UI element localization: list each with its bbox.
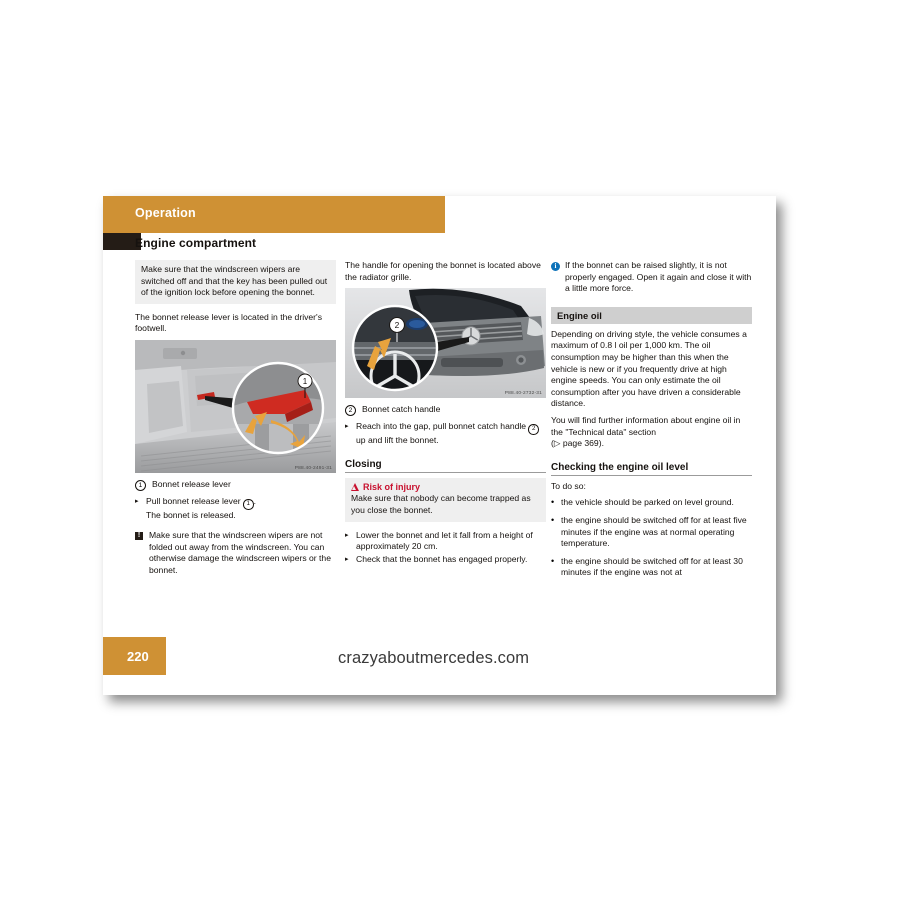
step-pull-lever-text <box>146 496 256 521</box>
bullet-dot-icon: • <box>551 497 555 508</box>
step-reach-pre: Reach into the gap, pull bonnet catch handle <box>356 421 529 432</box>
list-item <box>551 556 752 579</box>
para-oil-consumption: Depending on driving style, the vehicle consumes a maximum of 0.8 l oil per 1,000 km. The oil consumption may be higher than this when the vehicle is new or if you frequently drive at high engine speeds. You can only estimate the oil consumption after you have driven a considerable distance. <box>551 328 747 409</box>
bullet-text-level-ground: the vehicle should be parked on level ground. <box>561 497 734 508</box>
caption-number-1: 1 <box>135 480 146 491</box>
page-title: Engine compartment <box>135 236 257 250</box>
step-pull-lever <box>135 496 336 521</box>
svg-text:1: 1 <box>302 376 308 386</box>
caution-exclamation-icon: ! <box>135 532 143 540</box>
caution-wipers-text: Make sure that the windscreen wipers are not folded out away from the windscreen. You can otherwise damage the windscreen wipers or the bonnet. <box>149 530 331 575</box>
caption-number-2: 2 <box>345 405 356 416</box>
figure-caption-middle <box>345 404 546 416</box>
bullet-dot-icon: • <box>551 555 555 566</box>
caption-text-2: Bonnet catch handle <box>362 404 441 415</box>
list-item <box>551 497 752 509</box>
column-right <box>551 260 752 585</box>
warning-title: Risk of injury <box>363 482 421 493</box>
watermark: crazyaboutmercedes.com <box>338 649 530 667</box>
section-bar-engine-oil: Engine oil <box>551 307 752 324</box>
para-oil-reference <box>551 415 752 450</box>
figure-bonnet-release-lever <box>135 340 336 473</box>
step-check-engaged-text: Check that the bonnet has engaged properly. <box>356 553 528 564</box>
figure-code-middle: P88.40-2732-31 <box>504 391 542 397</box>
running-header-title: Operation <box>135 206 196 220</box>
step-check-engaged <box>345 554 546 566</box>
svg-text:2: 2 <box>394 320 400 331</box>
para-handle-location: The handle for opening the bonnet is located above the radiator grille. <box>345 260 541 282</box>
figure-bonnet-release-lever-graphic <box>135 340 336 473</box>
info-bonnet-engagement-text: If the bonnet can be raised slightly, it is not properly engaged. Open it again and close it with a little more force. <box>565 260 752 294</box>
step-pull-lever-pre: Pull bonnet release lever <box>146 495 243 506</box>
page-cross-reference-link[interactable]: (▷ page 369). <box>551 438 604 449</box>
column-left <box>135 260 336 577</box>
step-reach-post: up and lift the bonnet. <box>356 434 439 445</box>
warning-text: Make sure that nobody can become trapped as you close the bonnet. <box>351 493 531 515</box>
step-pull-lever-post: . <box>253 495 256 506</box>
warning-triangle-icon <box>351 483 359 491</box>
info-icon: i <box>551 262 560 271</box>
figure-bonnet-catch-handle-graphic <box>345 288 546 398</box>
figure-code-left: P88.40-2491-31 <box>294 465 332 471</box>
bullet-dot-icon: • <box>551 514 555 525</box>
step-arrow-icon: ▸ <box>345 555 349 563</box>
para-lever-location: The bonnet release lever is located in the driver's footwell. <box>135 311 322 334</box>
para-oil-reference-text: You will find further information about engine oil in the "Technical data" section <box>551 414 741 437</box>
figure-caption-left <box>135 479 336 491</box>
step-arrow-icon: ▸ <box>345 423 349 431</box>
subhead-closing: Closing <box>345 459 546 473</box>
step-arrow-icon: ▸ <box>135 497 139 505</box>
step-bonnet-released: The bonnet is released. <box>146 509 236 520</box>
para-to-do-so: To do so: <box>551 480 586 491</box>
step-lower-bonnet <box>345 530 546 553</box>
list-item <box>551 515 752 550</box>
info-bonnet-engagement <box>551 260 752 295</box>
figure-bonnet-catch-handle <box>345 288 546 398</box>
caution-wipers <box>135 530 336 576</box>
bullet-text-thirty-minutes: the engine should be switched off for at least 30 minutes if the engine was not at <box>561 555 743 578</box>
step-arrow-icon: ▸ <box>345 531 349 539</box>
page-number: 220 <box>127 649 149 664</box>
manual-page <box>103 196 776 695</box>
step-reach-into-gap-text <box>356 421 546 446</box>
inline-callout-1: 1 <box>243 499 254 510</box>
subhead-checking-oil-level: Checking the engine oil level <box>551 462 752 476</box>
note-wipers <box>135 260 336 304</box>
caption-text-1: Bonnet release lever <box>152 478 231 489</box>
step-reach-into-gap <box>345 421 546 446</box>
warning-header <box>351 482 540 492</box>
column-middle <box>345 260 546 566</box>
step-lower-bonnet-text: Lower the bonnet and let it fall from a height of approximately 20 cm. <box>356 529 533 552</box>
inline-callout-2: 2 <box>528 424 539 435</box>
warning-risk-of-injury <box>345 478 546 521</box>
bullet-text-five-minutes: the engine should be switched off for at least five minutes if the engine was at normal operating temperature. <box>561 514 747 549</box>
note-wipers-text: Make sure that the windscreen wipers are switched off and that the key has been pulled out of the ignition lock before opening the bonnet. <box>141 264 328 298</box>
